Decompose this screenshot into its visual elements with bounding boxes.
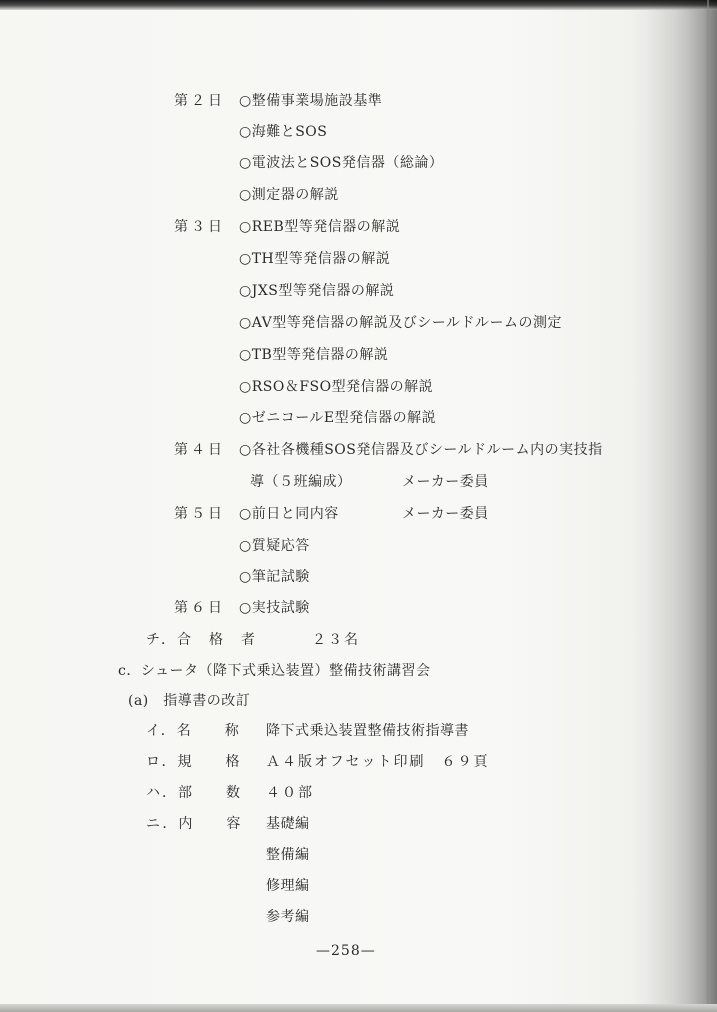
day3-item: ○AV型等発信器の解説及びシールドルームの測定: [239, 315, 562, 331]
scan-bottom-edge: [0, 1004, 717, 1012]
manual-contents-label: ニ．内 容: [146, 816, 243, 832]
day3-item: ○ゼニコールE型発信器の解説: [239, 410, 437, 426]
manual-spec-value: Ａ４版オフセット印刷 ６９頁: [266, 754, 490, 770]
passed-value: ２３名: [312, 632, 360, 648]
day4-lecturer: メーカー委員: [402, 474, 489, 490]
day5-item: ○質疑応答: [239, 538, 310, 554]
day4-line2: 導（５班編成）: [250, 474, 352, 490]
day4-line1: ○各社各機種SOS発信器及びシールドルーム内の実技指: [239, 442, 603, 458]
day6-item: ○実技試験: [239, 600, 310, 616]
subsection-a-title: (a) 指導書の改訂: [128, 693, 251, 709]
day2-item: ○電波法とSOS発信器（総論）: [239, 155, 444, 171]
day3-item: ○REB型等発信器の解説: [239, 219, 401, 235]
day3-label: 第３日: [174, 219, 225, 235]
manual-copies-label: ハ．部 数: [146, 785, 242, 801]
day2-item: ○測定器の解説: [239, 187, 339, 203]
day3-item: ○TB型等発信器の解説: [239, 347, 389, 363]
day2-item: ○海難とSOS: [239, 124, 328, 140]
day2-item: ○整備事業場施設基準: [239, 93, 383, 109]
manual-contents-item: 基礎編: [266, 816, 310, 832]
page-fold-line: [707, 0, 709, 1012]
day3-item: ○RSO＆FSO型発信器の解説: [239, 379, 434, 395]
page-number: —258—: [316, 943, 376, 959]
manual-contents-item: 修理編: [266, 878, 310, 894]
day4-label: 第４日: [174, 442, 225, 458]
day5-label: 第５日: [174, 506, 225, 522]
day6-label: 第６日: [174, 600, 225, 616]
manual-copies-value: ４０部: [266, 785, 314, 801]
day5-item: ○筆記試験: [239, 569, 310, 585]
manual-name-value: 降下式乗込装置整備技術指導書: [266, 723, 469, 739]
manual-spec-label: ロ．規 格: [146, 754, 242, 770]
passed-label: チ．合 格 者: [146, 632, 258, 648]
day3-item: ○TH型等発信器の解説: [239, 251, 391, 267]
section-c-title: c．シュータ（降下式乗込装置）整備技術講習会: [118, 663, 431, 679]
day5-item: ○前日と同内容: [239, 506, 339, 522]
day3-item: ○JXS型等発信器の解説: [239, 283, 395, 299]
day2-label: 第２日: [174, 93, 225, 109]
manual-name-label: イ．名 称: [146, 723, 241, 739]
manual-contents-item: 整備編: [266, 847, 310, 863]
manual-contents-item: 参考編: [266, 909, 310, 925]
day5-lecturer: メーカー委員: [402, 506, 489, 522]
scan-top-edge: [0, 0, 717, 10]
